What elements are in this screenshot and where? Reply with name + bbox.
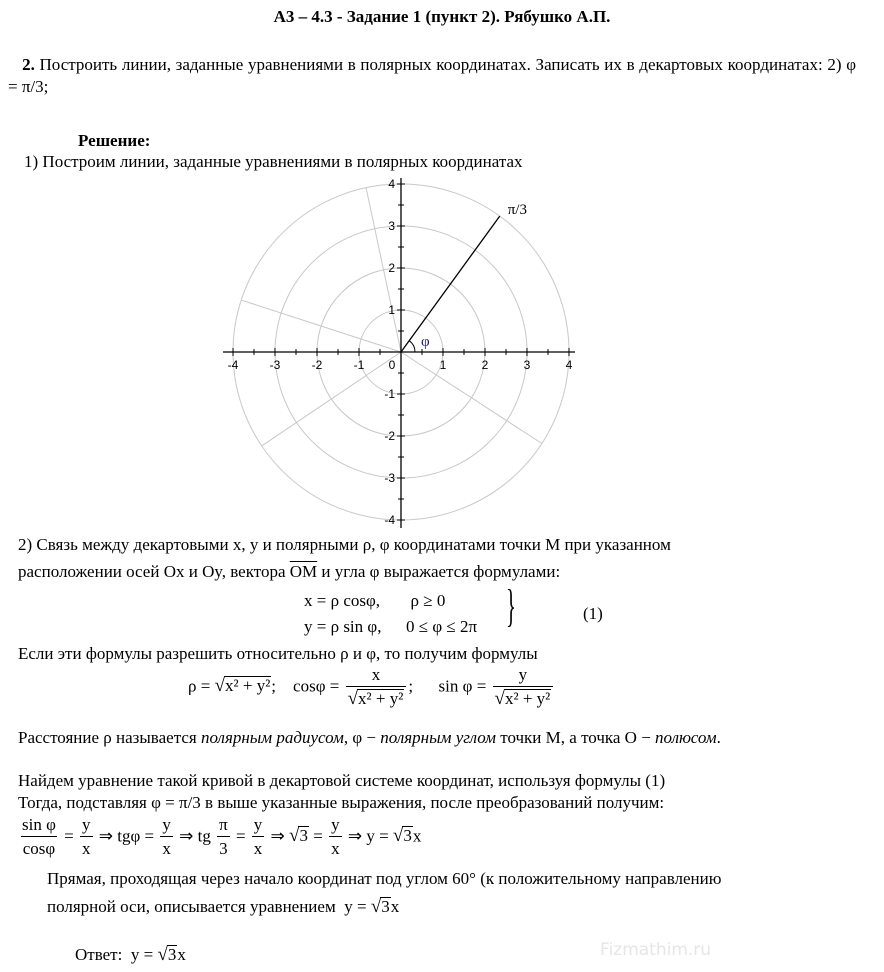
- implies-icon: ⇒: [270, 826, 285, 846]
- step-2-line-2-a: расположении осей Ox и Oy, вектора: [18, 562, 286, 581]
- grid-radial-line: [241, 300, 401, 352]
- equation-number: (1): [583, 604, 603, 623]
- system-row-1-cond: ρ ≥ 0: [410, 591, 446, 610]
- result-lhs: y =: [366, 826, 389, 846]
- system-row-2-cond: 0 ≤ φ ≤ 2π: [405, 617, 478, 636]
- sep: ;: [271, 676, 277, 696]
- system-row-2: [304, 614, 477, 640]
- conclusion-radicand: 3: [381, 897, 390, 916]
- rho-lhs: ρ =: [188, 676, 211, 696]
- cos-denominator: [346, 686, 407, 709]
- x-tick-label: 2: [481, 358, 489, 372]
- y-over-x: [252, 816, 265, 859]
- step-2-line-2-b: и угла φ выражается формулами:: [321, 562, 561, 581]
- x-tick-label: 0: [388, 358, 396, 372]
- task-statement: [8, 54, 856, 98]
- cos-numerator: x: [371, 665, 381, 684]
- answer: [75, 944, 186, 966]
- conclusion-text: полярной оси, описывается уравнением: [47, 897, 336, 916]
- equals: =: [235, 826, 246, 846]
- cos-radicand: x² + y²: [358, 689, 404, 708]
- result-radicand: 3: [403, 826, 412, 846]
- x-tick-label: -3: [269, 358, 281, 372]
- polar-plot: [210, 174, 610, 534]
- tg-phi: tgφ =: [117, 826, 155, 846]
- conclusion-x: x: [390, 897, 400, 916]
- sqrt-icon: √: [289, 825, 300, 847]
- sin-radicand: x² + y²: [504, 689, 551, 708]
- pi-over-3: [217, 816, 230, 859]
- derivation-chain: [18, 816, 421, 859]
- y-tick-label: 2: [388, 261, 395, 275]
- substitute-line: Тогда, подставляя φ = π/3 в выше указанные выражения, после преобразований получим:: [18, 793, 665, 812]
- y-tick-label: -2: [384, 429, 395, 443]
- definition-line: [18, 728, 721, 748]
- y-tick-label: 3: [388, 219, 395, 233]
- answer-lhs: y =: [130, 945, 154, 964]
- cos-fraction: [346, 666, 407, 709]
- x-tick-label: -2: [311, 358, 323, 372]
- find-line: Найдем уравнение такой кривой в декартовой системе координат, используя формулы (1): [18, 771, 666, 790]
- implies-icon: ⇒: [347, 826, 363, 846]
- x-tick-label: -1: [353, 358, 365, 372]
- task-text: Построить линии, заданные уравнениями в полярных координатах. Записать их в декартовых координатах: 2) φ = π/3;: [8, 55, 857, 96]
- numerator: y: [253, 815, 263, 834]
- answer-radicand: 3: [167, 945, 177, 964]
- system-row-2-eq: y = ρ sin φ,: [304, 617, 382, 636]
- sqrt-icon: √: [392, 825, 404, 847]
- denominator: x: [252, 836, 265, 859]
- term-polar-radius: полярным радиусом: [200, 728, 344, 747]
- x-tick-label: 3: [523, 358, 531, 372]
- task-number: 2.: [22, 55, 35, 74]
- sin-numerator: y: [518, 665, 528, 684]
- sqrt-icon: √: [370, 896, 382, 917]
- numerator: y: [331, 815, 340, 834]
- line-label: π/3: [507, 202, 527, 219]
- sqrt-icon: √: [347, 688, 359, 709]
- term-polar-angle: полярным углом: [380, 728, 496, 747]
- equals: =: [313, 826, 323, 846]
- grid-radial-line: [262, 352, 401, 446]
- x-tick-label: -4: [227, 358, 239, 372]
- sqrt3-radicand: 3: [299, 826, 308, 846]
- def-e: точки M, а точка O −: [495, 728, 656, 747]
- sep: ;: [408, 676, 414, 696]
- y-tick-label: 4: [388, 177, 395, 191]
- page-title: А3 – 4.3 - Задание 1 (пункт 2). Рябушко А.П.: [273, 7, 611, 26]
- denominator: 3: [217, 836, 230, 859]
- step-2-line-1: 2) Связь между декартовыми x, y и полярными ρ, φ координатами точки M при указанном: [18, 535, 671, 554]
- sqrt-icon: √: [494, 688, 505, 709]
- y-tick-label: -3: [384, 471, 395, 485]
- inverse-formulas: [188, 666, 555, 709]
- equals: =: [64, 826, 74, 846]
- def-a: Расстояние ρ называется: [18, 728, 201, 747]
- result-x: x: [412, 826, 422, 846]
- step-1-text: 1) Построим линии, заданные уравнениями в полярных координатах: [24, 152, 523, 171]
- system-row-1: [304, 588, 477, 614]
- angle-arc: [409, 341, 415, 352]
- angle-label: φ: [421, 334, 430, 350]
- term-pole: полюсом: [655, 728, 717, 747]
- step-2-line-2: [18, 562, 560, 582]
- vector-om: $\overline{OM}$: [289, 562, 318, 581]
- conclusion-line-1: Прямая, проходящая через начало координат под углом 60° (к положительному направлению: [47, 869, 722, 888]
- cos-lhs: cosφ =: [293, 676, 340, 696]
- watermark-text: Fizmathim.ru: [600, 940, 712, 960]
- def-g: .: [716, 728, 721, 747]
- implies-icon: ⇒: [98, 826, 113, 846]
- conclusion-line-2: [47, 896, 399, 918]
- right-brace: }: [506, 580, 516, 631]
- numerator: sin φ: [22, 815, 56, 834]
- denominator: cosφ: [21, 836, 57, 859]
- grid-radial-line: [401, 352, 542, 443]
- denominator: x: [80, 836, 93, 859]
- sin-fraction: [493, 666, 554, 709]
- sin-over-cos: [20, 816, 58, 859]
- sin-lhs: sin φ =: [438, 676, 487, 696]
- y-over-x: [80, 816, 93, 859]
- tg: tg: [197, 826, 211, 846]
- sin-denominator: [493, 686, 554, 709]
- sqrt-icon: √: [214, 675, 226, 697]
- numerator: y: [162, 815, 171, 834]
- y-over-x: [160, 816, 173, 859]
- x-tick-label: 4: [565, 358, 573, 372]
- inverse-intro: Если эти формулы разрешить относительно ρ и φ, то получим формулы: [18, 644, 538, 663]
- y-tick-label: -1: [384, 387, 395, 401]
- y-tick-label: -4: [384, 513, 395, 527]
- answer-label: Ответ:: [75, 945, 123, 964]
- denominator: x: [329, 836, 342, 859]
- numerator: y: [82, 815, 91, 834]
- denominator: x: [160, 836, 173, 859]
- def-c: , φ −: [343, 728, 381, 747]
- y-over-x: [329, 816, 342, 859]
- system-row-1-eq: x = ρ cosφ,: [304, 591, 381, 610]
- formula-system: [304, 588, 477, 640]
- sqrt-icon: √: [157, 944, 168, 965]
- grid-radial-line: [366, 188, 401, 352]
- solution-heading: Решение:: [78, 131, 151, 150]
- x-tick-label: 1: [439, 358, 447, 372]
- y-tick-label: 1: [388, 303, 395, 317]
- implies-icon: ⇒: [179, 826, 194, 846]
- conclusion-eq-lhs: y =: [344, 897, 367, 916]
- answer-x: x: [177, 945, 186, 964]
- rho-radicand: x² + y²: [225, 676, 271, 696]
- numerator: π: [219, 815, 228, 834]
